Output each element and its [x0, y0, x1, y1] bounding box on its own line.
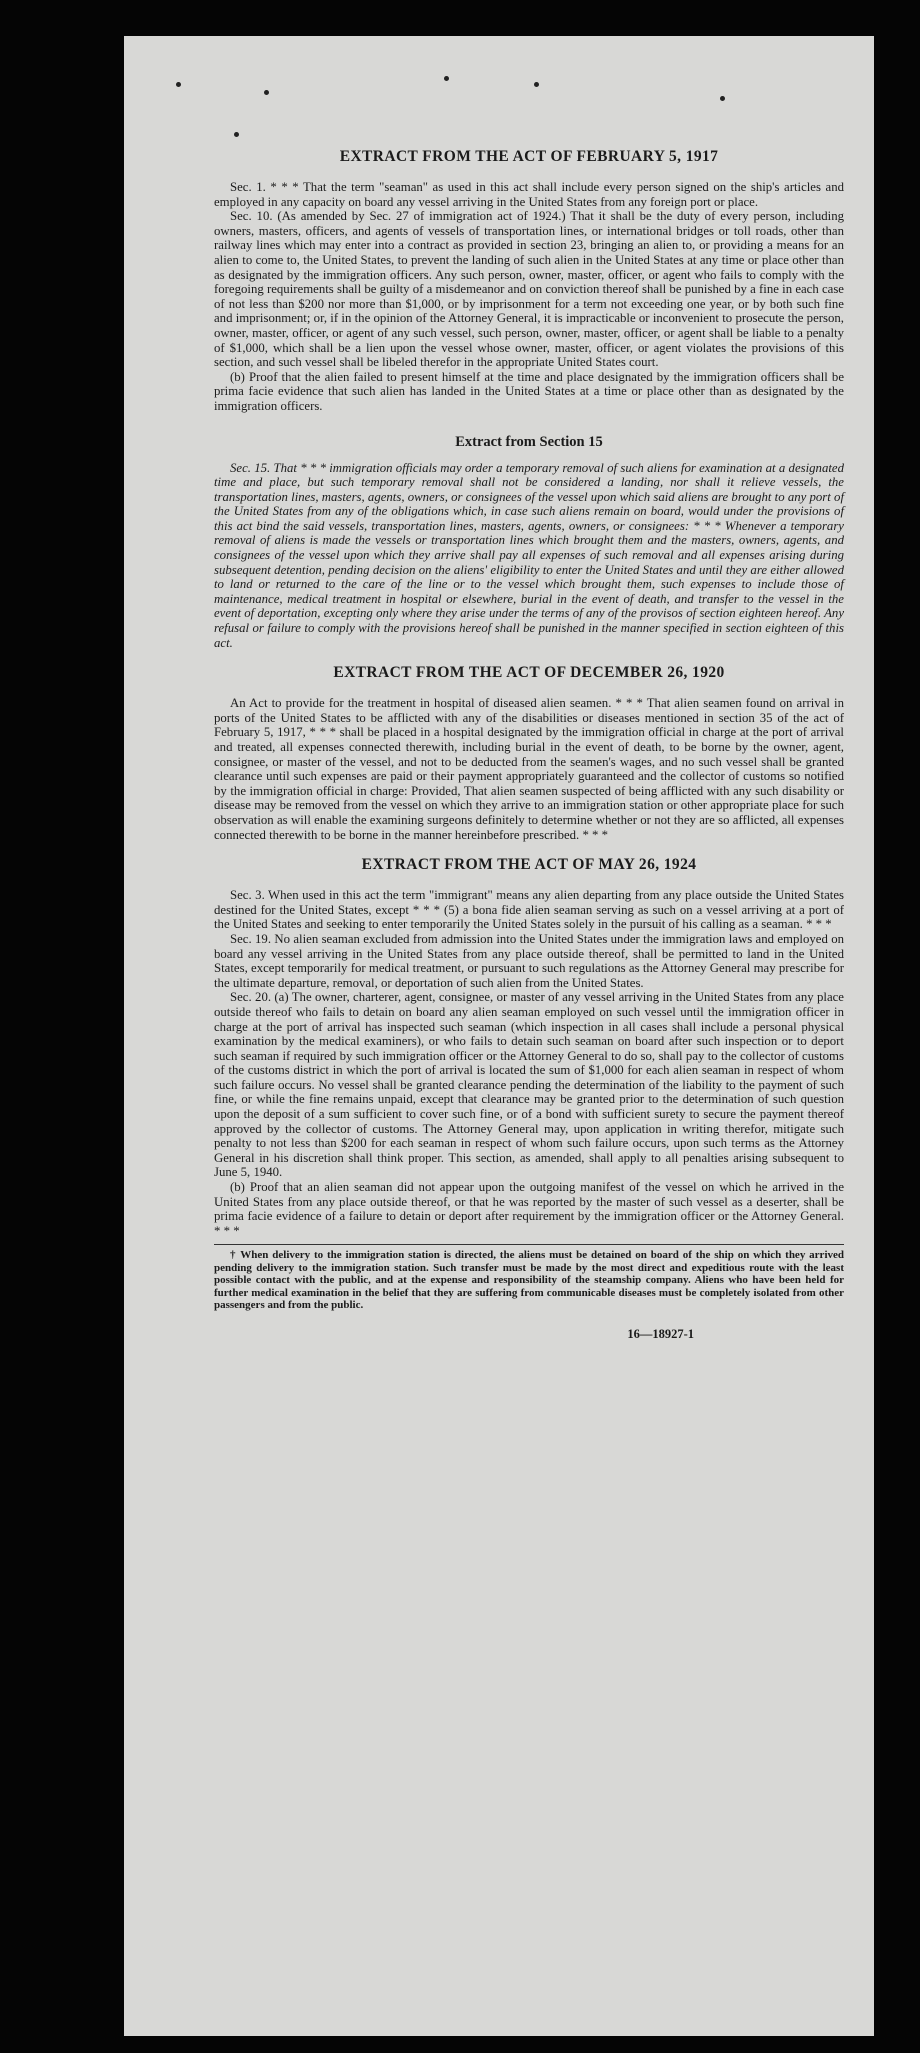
- section-10-paragraph: Sec. 10. (As amended by Sec. 27 of immigration act of 1924.) That it shall be the duty of every person, including owners, masters, officers, and agents of vessels of transportation lines, or international bridges or toll roads, other than railway lines which may enter into a contract as provided in section 23, bringing an alien to, or providing a means for an alien to come to, the United States, to prevent the landing of such alien in the United States at any time or place other than as designated by the immigration officers. Any such person, owner, master, officer, or agent who fails to comply with the foregoing requirements shall be guilty of a misdemeanor and on conviction thereof shall be punished by a fine in each case of not less than $200 nor more than $1,000, or by imprisonment for a term not exceeding one year, or by both such fine and imprisonment; or, if in the opinion of the Attorney General, it is impracticable or inconvenient to prosecute the person, owner, master, officer, or agent of any such vessel, such person, owner, master, officer, or agent shall be liable to a penalty of $1,000, which shall be a lien upon the vessel whose owner, master, officer, or agent violates the provisions of this section, and such vessel shall be libeled therefor in the appropriate United States court.: [214, 209, 844, 370]
- speck-mark: [234, 132, 239, 137]
- section-20b-paragraph: (b) Proof that an alien seaman did not appear upon the outgoing manifest of the vessel on which he arrived in the United States from any place outside thereof, or that he was reported by the master of such vessel as a deserter, shall be prima facie evidence of a failure to detain or deport after requirement by the immigration officer or the Attorney General. * * *: [214, 1180, 844, 1238]
- section-10b-paragraph: (b) Proof that the alien failed to present himself at the time and place designated by the immigration officers shall be prima facie evidence that such alien has landed in the United States at a time or place other than as designated by the immigration officers.: [214, 369, 844, 413]
- document-page: [124, 36, 874, 2036]
- heading-act-1917: EXTRACT FROM THE ACT OF FEBRUARY 5, 1917: [339, 148, 719, 165]
- section-1-paragraph: Sec. 1. * * * That the term "seaman" as used in this act shall include every person signed on the ship's articles and employed in any capacity on board any vessel arriving in the United States from any foreign port or place.: [214, 180, 844, 209]
- footnote: † When delivery to the immigration station is directed, the aliens must be detained on board of the ship on which they arrived pending delivery to the immigration station. Such transfer must be made by the most direct and expeditious route with the least possible contact with the public, and at the expense and responsibility of the steamship company. Aliens who have been held for further medical examination in the belief that they are suffering from communicable diseases must be completely isolated from other passengers and from the public.: [214, 1249, 844, 1312]
- section-3-paragraph: Sec. 3. When used in this act the term "immigrant" means any alien departing from any place outside the United States destined for the United States, except * * * (5) a bona fide alien seaman serving as such on a vessel arriving at a port of the United States and seeking to enter temporarily the United States solely in the pursuit of his calling as a seaman. * * *: [214, 888, 844, 932]
- heading-section-15: Extract from Section 15: [455, 433, 603, 450]
- form-code: 16—18927-1: [627, 1327, 694, 1342]
- speck-mark: [176, 82, 181, 87]
- section-19-paragraph: Sec. 19. No alien seaman excluded from admission into the United States under the immigration laws and employed on board any vessel arriving in the United States from any place outside thereof, shall be permitted to land in the United States, except temporarily for medical treatment, or pursuant to such regulations as the Attorney General may prescribe for the ultimate departure, removal, or deportation of such alien from the United States.: [214, 931, 844, 990]
- speck-mark: [720, 96, 725, 101]
- speck-mark: [534, 82, 539, 87]
- heading-act-1924: EXTRACT FROM THE ACT OF MAY 26, 1924: [361, 856, 697, 874]
- footnote-divider: [214, 1244, 844, 1245]
- heading-act-1920: EXTRACT FROM THE ACT OF DECEMBER 26, 1920: [333, 664, 725, 682]
- speck-mark: [264, 90, 269, 95]
- speck-mark: [444, 76, 449, 81]
- section-15-paragraph: Sec. 15. That * * * immigration officials may order a temporary removal of such aliens for examination at a designated time and place, but such temporary removal shall not be considered a landing, nor shall it relieve vessels, the transportation lines, masters, agents, owners, or consignees of the vessel upon which said aliens are brought to any port of the United States from any of the obligations which, in case such aliens remain on board, would under the provisions of this act bind the said vessels, transportation lines, masters, agents, owners, or consignees: * * * Whenever a temporary removal of aliens is made the vessels or transportation lines which brought them and the masters, owners, agents, and consignees of the vessel upon which they arrive shall pay all expenses of such removal and all expenses arising during subsequent detention, pending decision on the aliens' eligibility to enter the United States and until they are either allowed to land or returned to the care of the line or to the vessel which brought them, such expenses to include those of maintenance, medical treatment in hospital or elsewhere, burial in the event of death, and transfer to the vessel in the event of deportation, excepting only where they arise under the terms of any of the provisos of section eighteen hereof. Any refusal or failure to comply with the provisions hereof shall be punished in the manner specified in section eighteen of this act.: [214, 460, 844, 650]
- section-20a-paragraph: Sec. 20. (a) The owner, charterer, agent, consignee, or master of any vessel arriving in the United States from any place outside thereof who fails to detain on board any alien seaman employed on such vessel until the immigration officer in charge at the port of arrival has inspected such seaman (which inspection in all cases shall include a personal physical examination by the medical examiners), or who fails to detain such seaman on board after such inspection or to deport such seaman if required by such immigration officer or the Attorney General to do so, shall pay to the collector of customs of the customs district in which the port of arrival is located the sum of $1,000 for each alien seaman in respect of whom such failure occurs. No vessel shall be granted clearance pending the determination of the liability to the payment of such fine, or while the fine remains unpaid, except that clearance may be granted prior to the determination of such question upon the deposit of a sum sufficient to cover such fine, or of a bond with sufficient surety to secure the payment thereof approved by the collector of customs. The Attorney General may, upon application in writing therefor, mitigate such penalty to not less than $200 for each seaman in respect of whom such failure occurs, upon such terms as the Attorney General in his discretion shall think proper. This section, as amended, shall apply to all penalties arising subsequent to June 5, 1940.: [214, 990, 844, 1180]
- act-1920-paragraph: An Act to provide for the treatment in hospital of diseased alien seamen. * * * That alien seamen found on arrival in ports of the United States to be afflicted with any of the disabilities or diseases mentioned in section 35 of the act of February 5, 1917, * * * shall be placed in a hospital designated by the immigration official in charge at the port of arrival and treated, all expenses connected therewith, including burial in the event of death, to be borne by the owner, agent, consignee, or master of the vessel, and not to be deducted from the seamen's wages, and no such vessel shall be granted clearance until such expenses are paid or their payment appropriately guaranteed and the collector of customs so notified by the immigration official in charge: Provided, That alien seamen suspected of being afflicted with any such disability or disease may be removed from the vessel on which they arrive to an immigration station or other appropriate place for such observation as will enable the examining surgeons definitely to determine whether or not they are so afflicted, all expenses connected therewith to be borne in the manner hereinbefore prescribed. * * *: [214, 696, 844, 842]
